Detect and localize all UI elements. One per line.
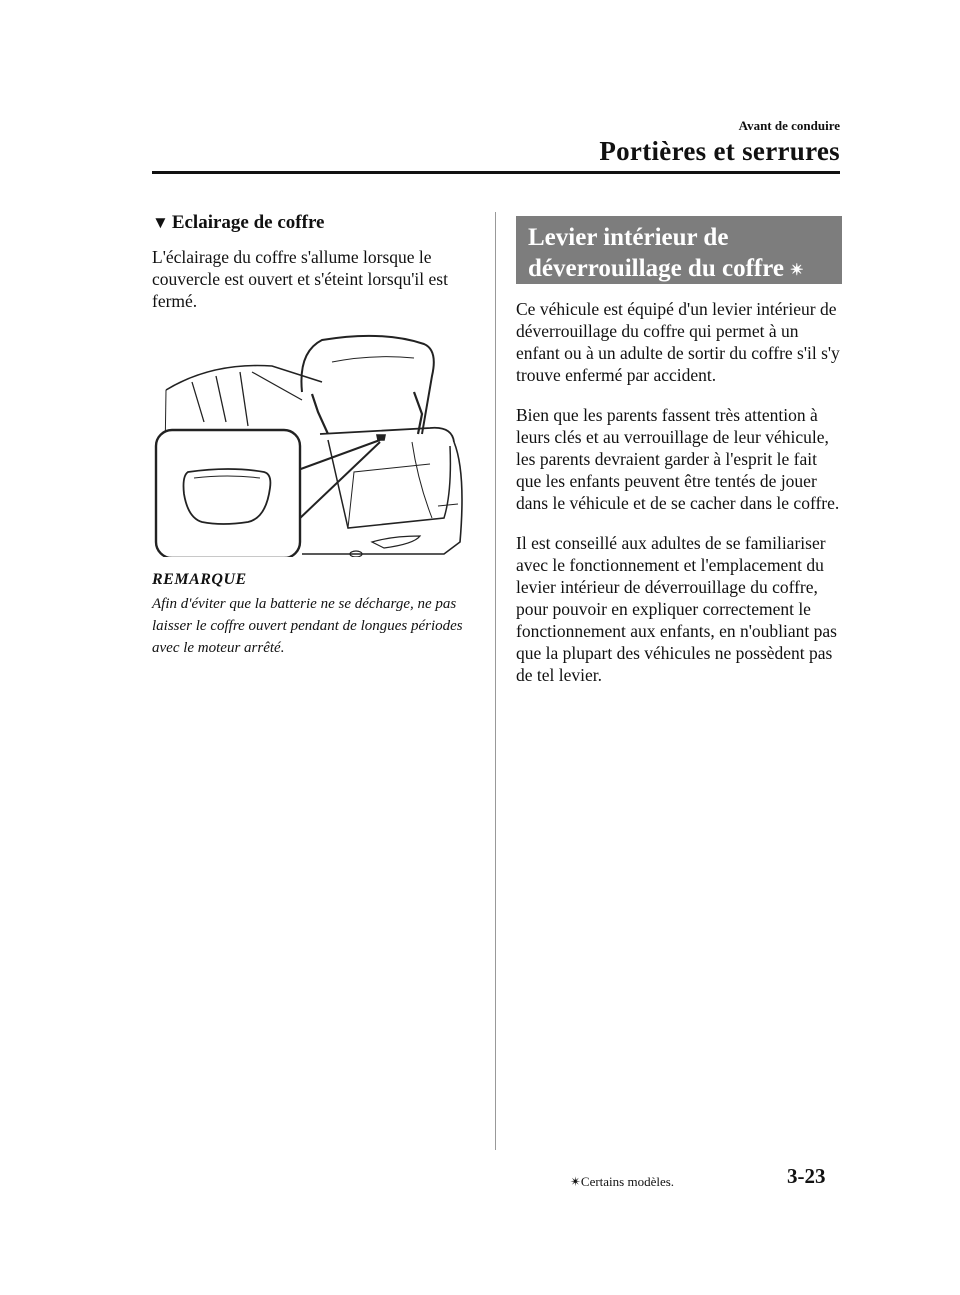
footer-note xyxy=(570,1174,674,1190)
page-title: Portières et serrures xyxy=(599,136,840,166)
note-title: REMARQUE xyxy=(152,571,247,588)
section-heading xyxy=(152,212,476,234)
note-text: Afin d'éviter que la batterie ne se décharge, ne pas laisser le coffre ouvert pendant de longues périodes avec le moteur arrêté. xyxy=(152,596,463,656)
paragraph-3: Il est conseillé aux adultes de se familiariser avec le fonctionnement et l'emplacement du levier intérieur de déverrouillage du coffre, pour pouvoir en expliquer correctement le fonctionnement aux enfants, en n'oubliant pas que la plupart des véhicules ne possèdent pas de tel levier. xyxy=(516,533,837,685)
triangle-down-icon: ▼ xyxy=(152,213,169,232)
page-number: 3-23 xyxy=(787,1164,826,1188)
column-divider xyxy=(495,212,496,1150)
paragraph-2: Bien que les parents fassent très attention à leurs clés et au verrouillage de leur véhicule, les parents devraient garder à l'esprit le fait que les enfants peuvent être tentés de jouer dans le véhicule et de se cacher dans le coffre. xyxy=(516,405,840,513)
trunk-light-illustration xyxy=(152,322,472,557)
banner-line-2-text: déverrouillage du coffre xyxy=(528,255,784,282)
section-banner xyxy=(516,216,842,284)
banner-line-1: Levier intérieur de xyxy=(528,224,729,251)
section-paragraph: L'éclairage du coffre s'allume lorsque le couvercle est ouvert et s'éteint lorsqu'il est fermé. xyxy=(152,247,448,311)
paragraph-1: Ce véhicule est équipé d'un levier intérieur de déverrouillage du coffre qui permet à un enfant ou à un adulte de sortir du coffre s'il s'y trouve enfermé par accident. xyxy=(516,299,840,385)
header-rule xyxy=(152,171,840,174)
section-heading-text: Eclairage de coffre xyxy=(171,212,325,233)
footer-star-icon: ✴ xyxy=(570,1174,581,1189)
banner-line-2 xyxy=(528,253,832,284)
header-kicker: Avant de conduire xyxy=(738,118,840,133)
left-column xyxy=(152,212,476,659)
footer-note-text: Certains modèles. xyxy=(580,1174,675,1189)
asterisk-star-icon: ✴ xyxy=(790,262,804,279)
right-column xyxy=(516,216,842,686)
